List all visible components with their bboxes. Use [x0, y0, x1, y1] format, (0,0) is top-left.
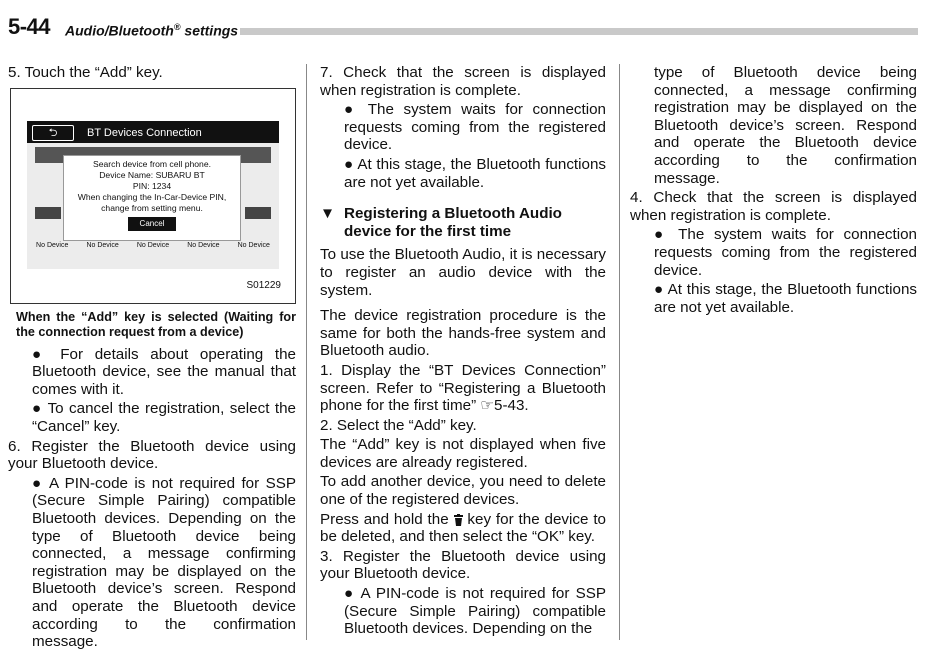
triangle-marker-icon: ▼ [320, 205, 336, 223]
popup-line: change from setting menu. [101, 202, 203, 213]
paragraph: The device registration procedure is the same for both the hands-free system and Bluetooth audio. [320, 307, 606, 360]
add-button-right [245, 207, 271, 219]
page-header [8, 14, 918, 44]
bullet: ● A PIN-code is not required for SSP (Secure Simple Pairing) compatible Bluetooth devices. Depending on the [344, 585, 606, 638]
step-3: 3. Register the Bluetooth device using your Bluetooth device. [320, 547, 606, 583]
device-slot: No Device [86, 241, 119, 249]
device-slot: No Device [36, 241, 69, 249]
popup-line: Device Name: SUBARU BT [99, 169, 205, 180]
column-left [8, 64, 296, 653]
paragraph: To add another device, you need to delete one of the registered devices. [320, 473, 606, 509]
section-title: Audio/Bluetooth® settings [65, 22, 239, 39]
screen-title-bar [27, 121, 279, 143]
subsection-heading [320, 205, 606, 240]
paragraph: The “Add” key is not displayed when five devices are already registered. [320, 436, 606, 471]
paragraph: Press and hold the key for the device to be deleted, and then select the “OK” key. [320, 510, 606, 546]
paragraph: To use the Bluetooth Audio, it is necessary to register an audio device with the system. [320, 246, 606, 299]
bullet: ● The system waits for connection requests coming from the registered device. [344, 101, 606, 154]
bullet: ● At this stage, the Bluetooth functions are not yet available. [654, 281, 917, 316]
back-button-icon: ⮌ [32, 125, 74, 141]
bullet: ● At this stage, the Bluetooth functions are not yet available. [344, 155, 606, 191]
step-5: 5. Touch the “Add” key. [8, 64, 163, 81]
column-divider [306, 64, 307, 640]
bullet: ● For details about operating the Bluetooth device, see the manual that comes with it. [32, 345, 296, 398]
screen-figure [10, 88, 296, 304]
display-screen [27, 121, 279, 269]
bullet: ● To cancel the registration, select the “Cancel” key. [32, 400, 296, 435]
bullet-continued: type of Bluetooth device being connected, a message confirming registration may be displayed on the Bluetooth device’s screen. Respond and operate the Bluetooth device according to the confirmation message. [654, 64, 917, 187]
figure-code: S01229 [246, 280, 281, 291]
add-button-left [35, 207, 61, 219]
device-slot: No Device [136, 241, 170, 249]
step-4: 4. Check that the screen is displayed when registration is complete. [630, 189, 917, 224]
column-right [630, 64, 917, 318]
screen-title: BT Devices Connection [87, 126, 202, 139]
search-popup [63, 155, 241, 241]
column-divider [619, 64, 620, 640]
step-1: 1. Display the “BT Devices Connection” screen. Refer to “Registering a Bluetooth phone for the first time” ☞5-43. [320, 361, 606, 415]
popup-line: Search device from cell phone. [93, 158, 211, 169]
cancel-button: Cancel [128, 217, 176, 231]
device-slot: No Device [237, 241, 270, 249]
popup-line: When changing the In-Car-Device PIN, [77, 191, 227, 202]
figure-caption: When the “Add” key is selected (Waiting for the connection request from a device) [16, 309, 296, 339]
column-middle [320, 64, 606, 640]
heading-text: Registering a Bluetooth Audio device for the first time [344, 205, 562, 240]
device-slot: No Device [187, 241, 220, 249]
bullet: ● The system waits for connection requests coming from the registered device. [654, 226, 917, 279]
step-7: 7. Check that the screen is displayed when registration is complete. [320, 64, 606, 99]
step-6: 6. Register the Bluetooth device using your Bluetooth device. [8, 437, 296, 473]
header-rule [240, 28, 918, 35]
popup-line: PIN: 1234 [132, 180, 172, 191]
page-number: 5-44 [8, 14, 51, 39]
trash-icon [454, 514, 463, 526]
step-2: 2. Select the “Add” key. [320, 416, 477, 434]
bullet: ● A PIN-code is not required for SSP (Secure Simple Pairing) compatible Bluetooth devices. Depending on the type of Bluetooth device being connected, a message confirming registration may be displayed on the Bluetooth device’s screen. Respond and operate the Bluetooth device according to the confirmation message. [32, 474, 296, 651]
